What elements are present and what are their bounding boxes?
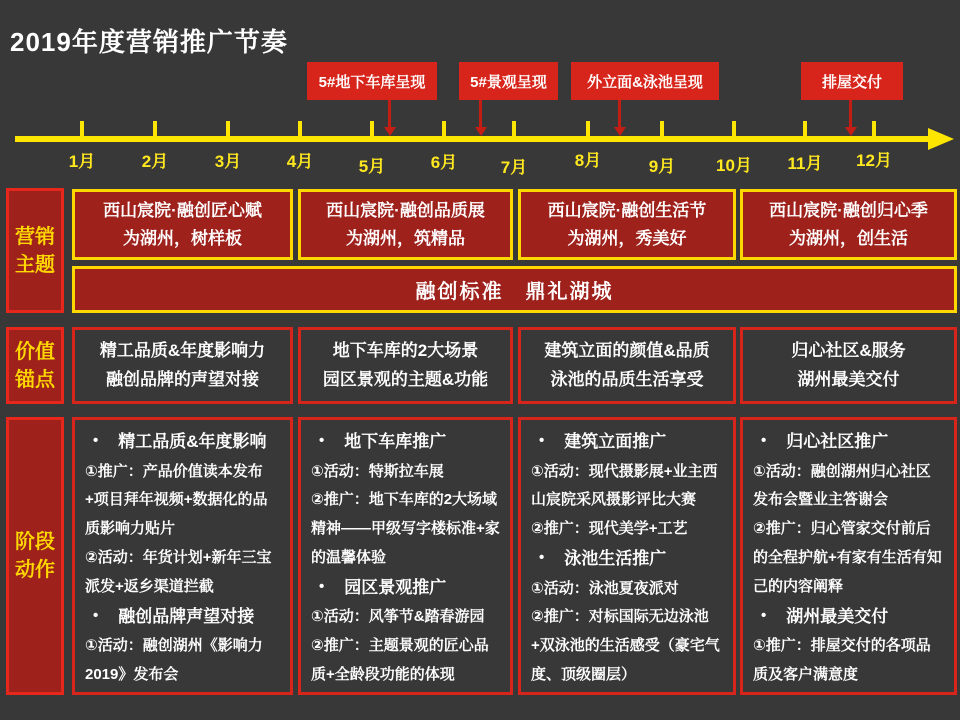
month-label: 2月: [141, 152, 169, 171]
down-arrow-icon: [384, 127, 396, 136]
theme-box-q1: 西山宸院·融创匠心赋 为湖州，树样板: [72, 189, 293, 260]
timeline-tick: [153, 121, 157, 136]
timeline-tick: [226, 121, 230, 136]
standard-banner: 融创标准 鼎礼湖城: [72, 266, 957, 313]
action-line: ②推广：对标国际无边泳池+双泳池的生活感受（豪宅气度、顶级圈层）: [531, 608, 720, 683]
action-line: ①活动：特斯拉车展: [311, 462, 444, 480]
timeline-tick: [512, 121, 516, 136]
timeline-tick: [660, 121, 664, 136]
timeline-tick: [370, 121, 374, 136]
bullet-icon: •: [761, 606, 767, 624]
action-heading: • 归心社区推广: [753, 427, 944, 458]
month-label: 4月: [286, 152, 314, 171]
month-label: 8月: [574, 151, 602, 170]
bullet-icon: •: [539, 548, 545, 566]
row-header-value-anchor: 价值锚点: [6, 327, 64, 404]
action-box-q1: [72, 417, 293, 695]
down-arrow-icon: [475, 127, 487, 136]
page-title: 2019年度营销推广节奏: [10, 27, 288, 57]
month-label: 12月: [856, 151, 892, 170]
bullet-icon: •: [319, 577, 325, 595]
timeline-tick: [586, 121, 590, 136]
action-box-q2: [298, 417, 513, 695]
anchor-box-q2: 地下车库的2大场景 园区景观的主题&功能: [298, 327, 513, 404]
timeline-tick: [872, 121, 876, 136]
bullet-icon: •: [319, 432, 325, 449]
action-heading: • 园区景观推广: [311, 573, 500, 604]
bullet-icon: •: [539, 432, 545, 449]
bullet-icon: •: [761, 432, 767, 449]
anchor-box-q3: 建筑立面的颜值&品质 泳池的品质生活享受: [518, 327, 736, 404]
down-arrow-icon: [614, 127, 626, 136]
timeline-tick: [732, 121, 736, 136]
action-line: ①推广：产品价值读本发布+项目拜年视频+数据化的品质影响力贴片: [85, 462, 268, 538]
action-heading: • 泳池生活推广: [531, 544, 723, 575]
milestone-callout-facade-pool: [571, 62, 719, 100]
action-box-q4: [740, 417, 957, 695]
callout-label: 5#景观呈现: [470, 73, 547, 91]
bullet-icon: •: [93, 606, 99, 624]
action-line: ②推广：现代美学+工艺: [531, 520, 688, 538]
action-line: ②推广：地下车库的2大场域精神——甲级写字楼标准+家的温馨体验: [311, 491, 500, 566]
milestone-callout-landscape: [459, 62, 558, 100]
anchor-box-q4: 归心社区&服务 湖州最美交付: [740, 327, 957, 404]
action-line: ①活动：泳池夏夜派对: [531, 579, 679, 597]
callout-connector: [849, 100, 852, 128]
anchor-box-q1: 精工品质&年度影响力 融创品牌的声望对接: [72, 327, 293, 404]
timeline-arrow-icon: [928, 128, 954, 150]
action-line: ①活动：融创湖州归心社区发布会暨业主答谢会: [753, 462, 931, 509]
action-heading: • 精工品质&年度影响: [85, 427, 280, 458]
row-header-phase-actions: 阶段动作: [6, 417, 64, 695]
month-label: 6月: [430, 153, 458, 172]
action-heading: • 地下车库推广: [311, 427, 500, 458]
theme-box-q3: 西山宸院·融创生活节 为湖州，秀美好: [518, 189, 736, 260]
down-arrow-icon: [845, 127, 857, 136]
action-heading: • 融创品牌声望对接: [85, 602, 280, 633]
callout-connector: [479, 100, 482, 128]
bullet-icon: •: [93, 432, 99, 449]
month-label: 11月: [787, 154, 823, 173]
month-label: 1月: [68, 152, 96, 171]
action-line: ②推广：归心管家交付前后的全程护航+有家有生活有知己的内容阐释: [753, 520, 942, 595]
month-label: 9月: [648, 157, 676, 176]
callout-label: 外立面&泳池呈现: [587, 73, 703, 91]
theme-box-q2: 西山宸院·融创品质展 为湖州，筑精品: [298, 189, 513, 260]
callout-connector: [618, 100, 621, 128]
milestone-callout-delivery: [801, 62, 903, 100]
action-line: ②活动：年货计划+新年三宝派发+返乡渠道拦截: [85, 548, 272, 595]
theme-box-q4: 西山宸院·融创归心季 为湖州，创生活: [740, 189, 957, 260]
callout-label: 排屋交付: [821, 73, 882, 91]
month-label: 7月: [500, 158, 528, 177]
milestone-callout-garage: [307, 62, 437, 100]
month-label: 5月: [358, 157, 386, 176]
timeline-tick: [298, 121, 302, 136]
timeline-tick: [803, 121, 807, 136]
month-label: 3月: [214, 152, 242, 171]
action-heading: • 建筑立面推广: [531, 427, 723, 458]
action-line: ①活动：现代摄影展+业主西山宸院采风摄影评比大赛: [531, 462, 718, 509]
action-line: ①推广：排屋交付的各项品质及客户满意度: [753, 637, 931, 683]
timeline-axis: [15, 136, 931, 142]
callout-label: 5#地下车库呈现: [318, 73, 426, 91]
timeline-tick: [80, 121, 84, 136]
action-box-q3: [518, 417, 736, 695]
action-heading: • 湖州最美交付: [753, 602, 944, 633]
row-header-marketing-theme: 营销主题: [6, 188, 64, 313]
action-line: ①活动：融创湖州《影响力2019》发布会: [85, 637, 263, 683]
action-line: ②推广：主题景观的匠心品质+全龄段功能的体现: [311, 637, 489, 683]
month-label: 10月: [716, 156, 752, 175]
action-line: ①活动：风筝节&踏春游园: [311, 608, 485, 626]
callout-connector: [388, 100, 391, 128]
timeline-tick: [442, 121, 446, 136]
